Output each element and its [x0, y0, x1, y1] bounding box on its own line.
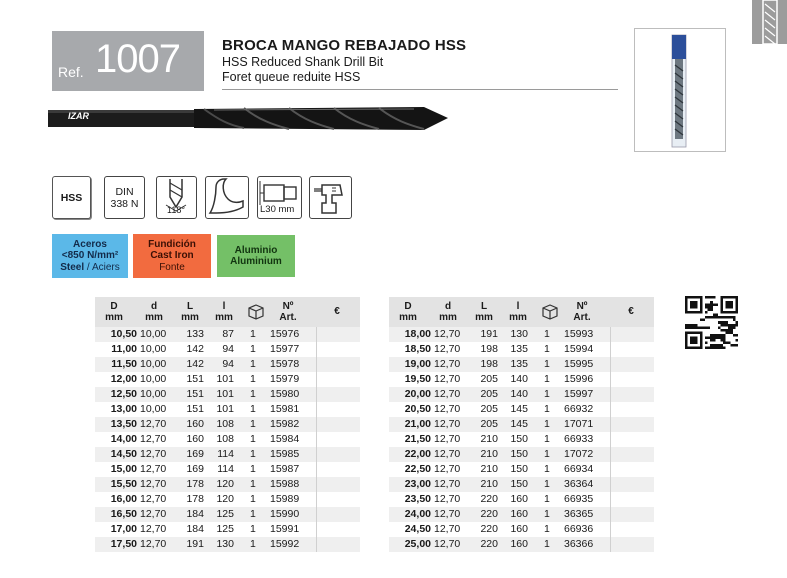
- cell-diameter: 19,00: [404, 358, 431, 370]
- cell-pack-qty: 1: [250, 463, 256, 475]
- cell-diameter: 16,50: [110, 508, 137, 520]
- point-angle-label: 118°: [167, 205, 185, 215]
- cell-diameter: 14,00: [110, 433, 137, 445]
- title-spanish: BROCA MANGO REBAJADO HSS: [222, 37, 467, 54]
- col-art: Nº: [576, 301, 588, 312]
- cell-flute-length: 94: [222, 343, 234, 355]
- cell-diameter: 18,00: [404, 328, 431, 340]
- cell-flute-length: 145: [510, 418, 528, 430]
- cell-total-length: 210: [480, 433, 498, 445]
- cell-flute-length: 150: [510, 478, 528, 490]
- cell-diameter: 21,00: [404, 418, 431, 430]
- cell-article: 15977: [270, 343, 300, 355]
- cell-article: 15996: [564, 373, 594, 385]
- cell-flute-length: 94: [222, 358, 234, 370]
- cell-diameter: 20,00: [404, 388, 431, 400]
- iron-line1: Fundición: [148, 238, 196, 250]
- cell-diameter: 15,00: [110, 463, 137, 475]
- cell-diameter: 13,50: [110, 418, 137, 430]
- spec-table-right: [389, 297, 654, 552]
- cell-article: 15981: [270, 403, 300, 415]
- cell-shank: 12,70: [140, 463, 167, 475]
- cell-total-length: 151: [186, 388, 204, 400]
- title-french: Foret queue reduite HSS: [222, 70, 361, 84]
- point-angle-icon: [156, 176, 197, 219]
- col-art-unit: Art.: [573, 312, 591, 323]
- qr-code: [685, 296, 738, 349]
- cell-shank: 10,00: [140, 373, 167, 385]
- cell-article: 15992: [270, 538, 300, 550]
- cell-shank: 12,70: [434, 343, 461, 355]
- cell-shank: 12,70: [434, 433, 461, 445]
- col-D: D: [404, 301, 412, 312]
- reference-box: [52, 31, 204, 91]
- spec-table-left: [95, 297, 360, 552]
- material-aluminium-badge: [217, 235, 295, 277]
- cell-total-length: 178: [186, 493, 204, 505]
- shank-length-label: L30 mm: [260, 204, 295, 215]
- cell-pack-qty: 1: [544, 538, 550, 550]
- cell-diameter: 15,50: [110, 478, 137, 490]
- cell-total-length: 169: [186, 448, 204, 460]
- cell-article: 17072: [564, 448, 594, 460]
- cell-shank: 12,70: [434, 523, 461, 535]
- cell-shank: 10,00: [140, 388, 167, 400]
- cell-shank: 12,70: [434, 403, 461, 415]
- cell-total-length: 184: [186, 523, 204, 535]
- cell-article: 15982: [270, 418, 300, 430]
- cell-article: 15976: [270, 328, 300, 340]
- price-column: [316, 327, 361, 552]
- cell-shank: 10,00: [140, 403, 167, 415]
- cell-pack-qty: 1: [250, 538, 256, 550]
- cell-diameter: 11,50: [111, 358, 137, 370]
- material-cast-iron-badge: [133, 234, 211, 278]
- col-d-unit: mm: [439, 312, 457, 323]
- cell-article: 15980: [270, 388, 300, 400]
- cell-shank: 12,70: [434, 538, 461, 550]
- ref-label: Ref.: [58, 64, 84, 80]
- cell-article: 15989: [270, 493, 300, 505]
- cell-total-length: 198: [480, 343, 498, 355]
- col-price: €: [628, 306, 634, 317]
- cell-pack-qty: 1: [250, 373, 256, 385]
- cell-total-length: 220: [480, 493, 498, 505]
- cell-total-length: 160: [186, 433, 204, 445]
- cell-pack-qty: 1: [544, 463, 550, 475]
- cell-diameter: 18,50: [404, 343, 431, 355]
- cell-shank: 12,70: [434, 463, 461, 475]
- col-L: L: [480, 301, 488, 312]
- cell-diameter: 10,50: [110, 328, 137, 340]
- cell-total-length: 205: [480, 388, 498, 400]
- cell-flute-length: 125: [216, 523, 234, 535]
- iron-line2: Cast Iron: [150, 250, 194, 262]
- col-D-unit: mm: [399, 312, 417, 323]
- cell-pack-qty: 1: [544, 433, 550, 445]
- cell-diameter: 14,50: [110, 448, 137, 460]
- cell-diameter: 22,00: [404, 448, 431, 460]
- cell-pack-qty: 1: [250, 358, 256, 370]
- cell-article: 66932: [564, 403, 594, 415]
- power-drill-icon: [309, 176, 352, 219]
- cell-shank: 12,70: [434, 478, 461, 490]
- cell-pack-qty: 1: [544, 523, 550, 535]
- cell-shank: 10,00: [140, 358, 167, 370]
- table-header: [95, 297, 360, 327]
- brand-logo-text: IZAR: [68, 111, 89, 121]
- cell-flute-length: 120: [216, 478, 234, 490]
- cell-shank: 12,70: [434, 508, 461, 520]
- cell-pack-qty: 1: [544, 493, 550, 505]
- cell-shank: 12,70: [434, 418, 461, 430]
- cell-article: 15990: [270, 508, 300, 520]
- cell-diameter: 22,50: [404, 463, 431, 475]
- alu-line1: Aluminio: [234, 244, 278, 256]
- col-price: €: [334, 306, 340, 317]
- cell-pack-qty: 1: [250, 448, 256, 460]
- cell-total-length: 151: [186, 373, 204, 385]
- cell-flute-length: 130: [216, 538, 234, 550]
- steel-line3b: / Aciers: [84, 261, 120, 273]
- cell-diameter: 17,00: [110, 523, 137, 535]
- table-header: [389, 297, 654, 327]
- cell-diameter: 12,00: [110, 373, 137, 385]
- cell-flute-length: 150: [510, 463, 528, 475]
- cell-article: 15985: [270, 448, 300, 460]
- cell-flute-length: 101: [216, 403, 234, 415]
- ref-number: 1007: [95, 37, 180, 81]
- col-l: l: [516, 301, 520, 312]
- cell-total-length: 133: [186, 328, 204, 340]
- cell-shank: 12,70: [140, 448, 167, 460]
- cell-shank: 10,00: [140, 343, 167, 355]
- cell-total-length: 169: [186, 463, 204, 475]
- cell-total-length: 205: [480, 403, 498, 415]
- cell-flute-length: 140: [510, 373, 528, 385]
- cell-article: 17071: [564, 418, 594, 430]
- col-L-unit: mm: [475, 312, 493, 323]
- cell-total-length: 210: [480, 478, 498, 490]
- cell-diameter: 12,50: [110, 388, 137, 400]
- cell-total-length: 210: [480, 463, 498, 475]
- cell-diameter: 25,00: [404, 538, 431, 550]
- cell-total-length: 191: [480, 328, 498, 340]
- box-quantity-icon: [540, 303, 560, 324]
- cell-total-length: 220: [480, 538, 498, 550]
- cell-total-length: 151: [186, 403, 204, 415]
- steel-line2: <850 N/mm²: [61, 250, 119, 262]
- cell-shank: 12,70: [140, 493, 167, 505]
- cell-total-length: 205: [480, 418, 498, 430]
- cell-flute-length: 125: [216, 508, 234, 520]
- cell-shank: 10,00: [140, 328, 167, 340]
- price-column: [610, 327, 655, 552]
- cell-diameter: 17,50: [110, 538, 137, 550]
- cell-diameter: 11,00: [111, 343, 137, 355]
- cell-article: 15987: [270, 463, 300, 475]
- cell-article: 15979: [270, 373, 300, 385]
- title-english: HSS Reduced Shank Drill Bit: [222, 55, 384, 69]
- cell-article: 15978: [270, 358, 300, 370]
- cell-pack-qty: 1: [544, 388, 550, 400]
- cell-shank: 12,70: [434, 328, 461, 340]
- col-d: d: [444, 301, 452, 312]
- col-art: Nº: [282, 301, 294, 312]
- col-D: D: [110, 301, 118, 312]
- cell-article: 36364: [564, 478, 594, 490]
- cell-article: 15984: [270, 433, 300, 445]
- hss-material-icon: HSS: [52, 176, 91, 219]
- cell-pack-qty: 1: [544, 418, 550, 430]
- cell-pack-qty: 1: [544, 358, 550, 370]
- cell-flute-length: 160: [510, 508, 528, 520]
- cell-article: 36365: [564, 508, 594, 520]
- alu-line2: Aluminium: [230, 256, 282, 267]
- col-d: d: [150, 301, 158, 312]
- drill-bit-image: [44, 100, 452, 136]
- cell-flute-length: 150: [510, 448, 528, 460]
- din-number: 338 N: [110, 197, 139, 210]
- shank-length-icon: [257, 176, 302, 219]
- cell-flute-length: 114: [217, 448, 234, 460]
- cell-pack-qty: 1: [544, 403, 550, 415]
- cell-flute-length: 135: [510, 358, 528, 370]
- col-l-unit: mm: [509, 312, 527, 323]
- col-l: l: [222, 301, 226, 312]
- cell-pack-qty: 1: [250, 478, 256, 490]
- cell-article: 15997: [564, 388, 594, 400]
- cell-diameter: 20,50: [404, 403, 431, 415]
- cell-pack-qty: 1: [544, 343, 550, 355]
- cell-article: 66936: [564, 523, 594, 535]
- cell-pack-qty: 1: [250, 508, 256, 520]
- din-norm-icon: [104, 176, 145, 219]
- cell-pack-qty: 1: [250, 418, 256, 430]
- cell-pack-qty: 1: [544, 448, 550, 460]
- material-steel-badge: [52, 234, 128, 278]
- cell-shank: 12,70: [434, 388, 461, 400]
- packaging-image: [634, 28, 726, 152]
- cell-pack-qty: 1: [250, 328, 256, 340]
- col-L-unit: mm: [181, 312, 199, 323]
- cell-pack-qty: 1: [250, 388, 256, 400]
- col-l-unit: mm: [215, 312, 233, 323]
- cell-flute-length: 87: [222, 328, 234, 340]
- din-label: DIN: [115, 185, 134, 198]
- cell-article: 66933: [564, 433, 594, 445]
- cell-diameter: 13,00: [110, 403, 137, 415]
- cell-pack-qty: 1: [544, 328, 550, 340]
- cell-article: 66935: [564, 493, 594, 505]
- cell-flute-length: 160: [510, 493, 528, 505]
- cell-flute-length: 145: [510, 403, 528, 415]
- cell-article: 15988: [270, 478, 300, 490]
- cell-shank: 12,70: [434, 358, 461, 370]
- cell-shank: 12,70: [140, 478, 167, 490]
- cell-total-length: 184: [186, 508, 204, 520]
- cell-flute-length: 160: [510, 523, 528, 535]
- cell-article: 36366: [564, 538, 594, 550]
- col-d-unit: mm: [145, 312, 163, 323]
- cell-article: 15994: [564, 343, 594, 355]
- cell-pack-qty: 1: [250, 523, 256, 535]
- cell-shank: 12,70: [434, 373, 461, 385]
- cell-flute-length: 130: [510, 328, 528, 340]
- col-L: L: [186, 301, 194, 312]
- cell-pack-qty: 1: [250, 343, 256, 355]
- cell-total-length: 220: [480, 523, 498, 535]
- cell-shank: 12,70: [140, 538, 167, 550]
- cell-flute-length: 114: [217, 463, 234, 475]
- cell-article: 66934: [564, 463, 594, 475]
- iron-line3: Fonte: [159, 261, 185, 273]
- header-divider: [222, 89, 618, 90]
- cell-pack-qty: 1: [250, 433, 256, 445]
- col-D-unit: mm: [105, 312, 123, 323]
- cell-total-length: 160: [186, 418, 204, 430]
- cell-flute-length: 140: [510, 388, 528, 400]
- cell-shank: 12,70: [434, 493, 461, 505]
- cell-pack-qty: 1: [250, 493, 256, 505]
- cell-flute-length: 160: [510, 538, 528, 550]
- cell-flute-length: 120: [216, 493, 234, 505]
- steel-line3a: Steel: [60, 261, 85, 273]
- cell-diameter: 21,50: [404, 433, 431, 445]
- cell-article: 15995: [564, 358, 594, 370]
- cell-shank: 12,70: [140, 508, 167, 520]
- cell-flute-length: 101: [216, 388, 234, 400]
- cell-total-length: 142: [186, 358, 204, 370]
- cell-article: 15991: [270, 523, 300, 535]
- cell-total-length: 210: [480, 448, 498, 460]
- cell-diameter: 24,00: [404, 508, 431, 520]
- cell-shank: 12,70: [140, 418, 167, 430]
- cell-shank: 12,70: [140, 433, 167, 445]
- cell-pack-qty: 1: [544, 478, 550, 490]
- cell-flute-length: 108: [216, 433, 234, 445]
- cell-diameter: 23,50: [404, 493, 431, 505]
- cell-pack-qty: 1: [544, 373, 550, 385]
- cell-total-length: 198: [480, 358, 498, 370]
- cell-diameter: 16,00: [110, 493, 137, 505]
- cell-diameter: 19,50: [404, 373, 431, 385]
- cell-diameter: 23,00: [404, 478, 431, 490]
- cell-shank: 12,70: [434, 448, 461, 460]
- cell-total-length: 191: [186, 538, 204, 550]
- cell-shank: 12,70: [140, 523, 167, 535]
- cell-total-length: 205: [480, 373, 498, 385]
- cell-flute-length: 150: [510, 433, 528, 445]
- cell-pack-qty: 1: [250, 403, 256, 415]
- cell-flute-length: 101: [216, 373, 234, 385]
- col-art-unit: Art.: [279, 312, 297, 323]
- box-quantity-icon: [246, 303, 266, 324]
- steel-line1: Aceros: [73, 238, 107, 250]
- cell-diameter: 24,50: [404, 523, 431, 535]
- cell-total-length: 178: [186, 478, 204, 490]
- cell-total-length: 220: [480, 508, 498, 520]
- flute-profile-icon: [205, 176, 249, 219]
- cell-flute-length: 108: [216, 418, 234, 430]
- corner-drill-tab: [752, 0, 787, 44]
- cell-pack-qty: 1: [544, 508, 550, 520]
- cell-article: 15993: [564, 328, 594, 340]
- cell-flute-length: 135: [510, 343, 528, 355]
- cell-total-length: 142: [186, 343, 204, 355]
